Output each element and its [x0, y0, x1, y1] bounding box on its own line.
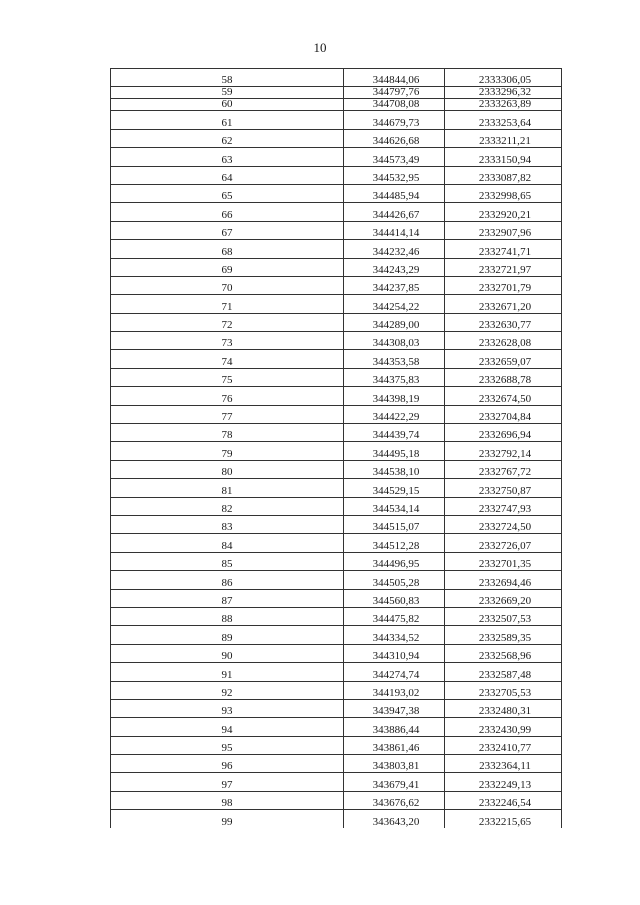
table-row [111, 773, 562, 791]
table-row [111, 240, 562, 258]
table-row [111, 99, 562, 111]
point-number-cell: 75 [111, 368, 344, 386]
point-number-cell: 66 [111, 203, 344, 221]
x-coordinate-cell: 344679,73 [344, 111, 445, 129]
x-coordinate-cell: 344310,94 [344, 644, 445, 662]
point-number-cell: 87 [111, 589, 344, 607]
point-number-cell: 81 [111, 479, 344, 497]
point-number-cell: 74 [111, 350, 344, 368]
y-coordinate-cell: 2332671,20 [445, 295, 562, 313]
point-number-cell: 61 [111, 111, 344, 129]
table-row [111, 644, 562, 662]
y-coordinate-cell: 2332507,53 [445, 607, 562, 625]
table-row [111, 258, 562, 276]
y-coordinate-cell: 2332750,87 [445, 479, 562, 497]
y-coordinate-cell: 2332726,07 [445, 534, 562, 552]
table-row [111, 626, 562, 644]
table-row [111, 589, 562, 607]
y-coordinate-cell: 2332741,71 [445, 240, 562, 258]
x-coordinate-cell: 344398,19 [344, 387, 445, 405]
point-number-cell: 71 [111, 295, 344, 313]
x-coordinate-cell: 344797,76 [344, 87, 445, 99]
point-number-cell: 96 [111, 755, 344, 773]
x-coordinate-cell: 344560,83 [344, 589, 445, 607]
x-coordinate-cell: 344422,29 [344, 405, 445, 423]
y-coordinate-cell: 2332688,78 [445, 368, 562, 386]
y-coordinate-cell: 2332669,20 [445, 589, 562, 607]
point-number-cell: 58 [111, 69, 344, 87]
y-coordinate-cell: 2332907,96 [445, 221, 562, 239]
table-row [111, 515, 562, 533]
point-number-cell: 98 [111, 791, 344, 809]
table-row [111, 184, 562, 202]
x-coordinate-cell: 344232,46 [344, 240, 445, 258]
point-number-cell: 84 [111, 534, 344, 552]
table-row [111, 69, 562, 87]
table-row [111, 332, 562, 350]
point-number-cell: 78 [111, 424, 344, 442]
y-coordinate-cell: 2332701,35 [445, 552, 562, 570]
table-row [111, 221, 562, 239]
x-coordinate-cell: 343676,62 [344, 791, 445, 809]
table-row [111, 387, 562, 405]
x-coordinate-cell: 343886,44 [344, 718, 445, 736]
page-number: 10 [313, 40, 327, 55]
point-number-cell: 90 [111, 644, 344, 662]
x-coordinate-cell: 344334,52 [344, 626, 445, 644]
y-coordinate-cell: 2332589,35 [445, 626, 562, 644]
y-coordinate-cell: 2332568,96 [445, 644, 562, 662]
point-number-cell: 85 [111, 552, 344, 570]
y-coordinate-cell: 2332630,77 [445, 313, 562, 331]
x-coordinate-cell: 344439,74 [344, 424, 445, 442]
point-number-cell: 79 [111, 442, 344, 460]
table-row [111, 111, 562, 129]
y-coordinate-cell: 2332587,48 [445, 663, 562, 681]
x-coordinate-cell: 344844,06 [344, 69, 445, 87]
table-row [111, 148, 562, 166]
x-coordinate-cell: 343803,81 [344, 755, 445, 773]
table-row [111, 534, 562, 552]
y-coordinate-cell: 2332694,46 [445, 571, 562, 589]
x-coordinate-cell: 343947,38 [344, 699, 445, 717]
table-row [111, 442, 562, 460]
point-number-cell: 99 [111, 810, 344, 828]
x-coordinate-cell: 343643,20 [344, 810, 445, 828]
point-number-cell: 89 [111, 626, 344, 644]
y-coordinate-cell: 2332628,08 [445, 332, 562, 350]
coordinates-table [110, 68, 562, 828]
x-coordinate-cell: 344243,29 [344, 258, 445, 276]
x-coordinate-cell: 344495,18 [344, 442, 445, 460]
point-number-cell: 70 [111, 276, 344, 294]
point-number-cell: 94 [111, 718, 344, 736]
point-number-cell: 83 [111, 515, 344, 533]
y-coordinate-cell: 2332215,65 [445, 810, 562, 828]
x-coordinate-cell: 344538,10 [344, 460, 445, 478]
table-row [111, 166, 562, 184]
point-number-cell: 59 [111, 87, 344, 99]
x-coordinate-cell: 344515,07 [344, 515, 445, 533]
point-number-cell: 65 [111, 184, 344, 202]
table-row [111, 663, 562, 681]
y-coordinate-cell: 2332249,13 [445, 773, 562, 791]
x-coordinate-cell: 344414,14 [344, 221, 445, 239]
y-coordinate-cell: 2332701,79 [445, 276, 562, 294]
point-number-cell: 92 [111, 681, 344, 699]
y-coordinate-cell: 2332674,50 [445, 387, 562, 405]
y-coordinate-cell: 2332364,11 [445, 755, 562, 773]
y-coordinate-cell: 2332659,07 [445, 350, 562, 368]
y-coordinate-cell: 2332721,97 [445, 258, 562, 276]
x-coordinate-cell: 344289,00 [344, 313, 445, 331]
table-row [111, 479, 562, 497]
y-coordinate-cell: 2333211,21 [445, 129, 562, 147]
table-row [111, 313, 562, 331]
y-coordinate-cell: 2332792,14 [445, 442, 562, 460]
x-coordinate-cell: 344708,08 [344, 99, 445, 111]
y-coordinate-cell: 2332724,50 [445, 515, 562, 533]
point-number-cell: 95 [111, 736, 344, 754]
table-row [111, 350, 562, 368]
y-coordinate-cell: 2333263,89 [445, 99, 562, 111]
point-number-cell: 91 [111, 663, 344, 681]
table-row [111, 681, 562, 699]
table-row [111, 295, 562, 313]
x-coordinate-cell: 344505,28 [344, 571, 445, 589]
y-coordinate-cell: 2333306,05 [445, 69, 562, 87]
x-coordinate-cell: 344193,02 [344, 681, 445, 699]
y-coordinate-cell: 2332704,84 [445, 405, 562, 423]
table-row [111, 699, 562, 717]
table-row [111, 368, 562, 386]
point-number-cell: 82 [111, 497, 344, 515]
x-coordinate-cell: 344534,14 [344, 497, 445, 515]
table-row [111, 571, 562, 589]
point-number-cell: 76 [111, 387, 344, 405]
point-number-cell: 88 [111, 607, 344, 625]
x-coordinate-cell: 344254,22 [344, 295, 445, 313]
y-coordinate-cell: 2332747,93 [445, 497, 562, 515]
table-row [111, 810, 562, 828]
y-coordinate-cell: 2332767,72 [445, 460, 562, 478]
y-coordinate-cell: 2332430,99 [445, 718, 562, 736]
table-row [111, 718, 562, 736]
point-number-cell: 67 [111, 221, 344, 239]
point-number-cell: 73 [111, 332, 344, 350]
table-row [111, 129, 562, 147]
point-number-cell: 62 [111, 129, 344, 147]
y-coordinate-cell: 2332480,31 [445, 699, 562, 717]
y-coordinate-cell: 2333253,64 [445, 111, 562, 129]
table-row [111, 203, 562, 221]
table-row [111, 276, 562, 294]
y-coordinate-cell: 2332246,54 [445, 791, 562, 809]
x-coordinate-cell: 344475,82 [344, 607, 445, 625]
table-row [111, 424, 562, 442]
table-row [111, 791, 562, 809]
point-number-cell: 97 [111, 773, 344, 791]
x-coordinate-cell: 344496,95 [344, 552, 445, 570]
x-coordinate-cell: 344353,58 [344, 350, 445, 368]
x-coordinate-cell: 344426,67 [344, 203, 445, 221]
point-number-cell: 80 [111, 460, 344, 478]
table-row [111, 755, 562, 773]
y-coordinate-cell: 2333087,82 [445, 166, 562, 184]
table-row [111, 552, 562, 570]
table-row [111, 460, 562, 478]
point-number-cell: 63 [111, 148, 344, 166]
x-coordinate-cell: 344237,85 [344, 276, 445, 294]
table-row [111, 87, 562, 99]
x-coordinate-cell: 344512,28 [344, 534, 445, 552]
x-coordinate-cell: 344485,94 [344, 184, 445, 202]
y-coordinate-cell: 2332705,53 [445, 681, 562, 699]
x-coordinate-cell: 344274,74 [344, 663, 445, 681]
point-number-cell: 93 [111, 699, 344, 717]
x-coordinate-cell: 344532,95 [344, 166, 445, 184]
x-coordinate-cell: 343861,46 [344, 736, 445, 754]
table-row [111, 736, 562, 754]
point-number-cell: 77 [111, 405, 344, 423]
point-number-cell: 64 [111, 166, 344, 184]
y-coordinate-cell: 2332998,65 [445, 184, 562, 202]
x-coordinate-cell: 344308,03 [344, 332, 445, 350]
y-coordinate-cell: 2333296,32 [445, 87, 562, 99]
point-number-cell: 72 [111, 313, 344, 331]
y-coordinate-cell: 2333150,94 [445, 148, 562, 166]
x-coordinate-cell: 344573,49 [344, 148, 445, 166]
point-number-cell: 68 [111, 240, 344, 258]
point-number-cell: 69 [111, 258, 344, 276]
table-row [111, 607, 562, 625]
x-coordinate-cell: 343679,41 [344, 773, 445, 791]
y-coordinate-cell: 2332410,77 [445, 736, 562, 754]
x-coordinate-cell: 344626,68 [344, 129, 445, 147]
y-coordinate-cell: 2332696,94 [445, 424, 562, 442]
y-coordinate-cell: 2332920,21 [445, 203, 562, 221]
table-row [111, 497, 562, 515]
point-number-cell: 86 [111, 571, 344, 589]
x-coordinate-cell: 344375,83 [344, 368, 445, 386]
table-row [111, 405, 562, 423]
x-coordinate-cell: 344529,15 [344, 479, 445, 497]
coordinates-table-body [111, 69, 562, 828]
point-number-cell: 60 [111, 99, 344, 111]
